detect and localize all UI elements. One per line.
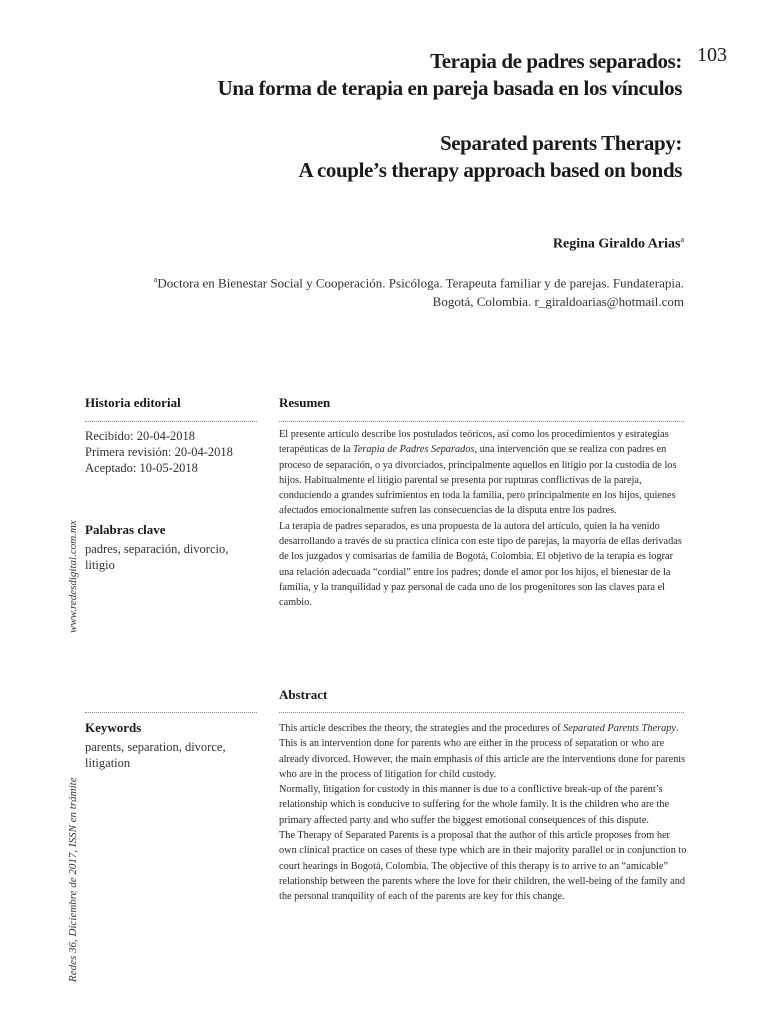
keywords-text: parents, separation, divorce, litigation xyxy=(85,740,226,770)
english-title-line-1: Separated parents Therapy: xyxy=(439,131,682,155)
keywords xyxy=(85,720,257,771)
resumen-paragraph-1: El presente artículo describe los postulados teóricos, así como los procedimientos y estrategias terapéuticas de la Terapia de Padres Separados, una intervención que se realiza con padres en proceso de separación, o ya divorciados, principalmente aquellos en litigio por la custodia de los hijos. Habitualmente el litigio parental se presenta por rupturas conflictivas de la pareja, conduciendo a grandes sufrimientos en toda la familia, pero principalmente en los hijos, quienes afectados emocionalmente sufren las consecuencias de la disputa entre los padres. xyxy=(279,429,677,517)
keywords-divider xyxy=(85,712,257,713)
affiliation-sup: a xyxy=(153,275,158,284)
historia-dates xyxy=(85,428,233,476)
resumen-heading: Resumen xyxy=(279,395,331,410)
resumen-paragraph-2: La terapia de padres separados, es una propuesta de la autora del artículo, quien la ha venido desarrollando a través de su practica clínica con este tipo de parejas, la mayoría de ellas derivadas de los juzgados y comisarias de familia de Bogotá, Colombia. El objetivo de la terapia es lograr una relación adecuada “cordial” entre los padres; donde el amor por los hijos, el bienestar de la familia, y la tranquilidad y paz personal de cada uno de los progenitores son las claves para el cambio. xyxy=(279,520,682,609)
historia-heading: Historia editorial xyxy=(85,395,181,410)
palabras-clave xyxy=(85,522,257,573)
side-citation: Redes 36, Diciembre de 2017, ISSN en trámite xyxy=(67,777,79,982)
spanish-title-line-2: Una forma de terapia en pareja basada en los vínculos xyxy=(217,76,682,100)
palabras-clave-heading: Palabras clave xyxy=(85,522,166,537)
side-url[interactable]: www.redesdigital.com.mx xyxy=(67,520,79,633)
abstract-heading: Abstract xyxy=(279,687,328,702)
abstract-divider xyxy=(279,712,684,713)
palabras-clave-text: padres, separación, divorcio, litigio xyxy=(85,542,229,572)
english-title-line-2: A couple’s therapy approach based on bonds xyxy=(298,158,682,182)
received-date: Recibido: 20-04-2018 xyxy=(85,429,196,443)
abstract-body xyxy=(279,721,688,905)
keywords-heading: Keywords xyxy=(85,720,142,735)
historia-divider xyxy=(85,421,257,422)
resumen-divider xyxy=(279,421,684,422)
page-number: 103 xyxy=(697,44,727,66)
affiliation-line-2[interactable]: Bogotá, Colombia. r_giraldoarias@hotmail.com xyxy=(432,294,684,310)
abstract-paragraph-1: This article describes the theory, the strategies and the procedures of Separated Parents Therapy. This is an intervention done for parents who are either in the process of separation or who are already divorced. However, the main emphasis of this article are the interventions done for parents who are in the process of litigation for child custody. xyxy=(279,723,686,780)
spanish-title-line-1: Terapia de padres separados: xyxy=(430,49,682,73)
author-name: Regina Giraldo Arias xyxy=(552,236,681,252)
resumen-body xyxy=(279,427,688,611)
author xyxy=(553,235,684,253)
title-block xyxy=(122,48,682,184)
revision-date: Primera revisión: 20-04-2018 xyxy=(85,445,233,459)
abstract-paragraph-2: Normally, litigation for custody in this manner is due to a conflictive break-up of the parent’s relationship which is conducive to suffering for the whole family. It is the children who are the primary affected party and who suffer the biggest emotional consequences of this dispute. xyxy=(279,784,670,826)
affiliation-line-1: Doctora en Bienestar Social y Cooperación. Psicóloga. Terapeuta familiar y de parejas. Fundaterapia. xyxy=(157,275,684,291)
affiliation xyxy=(84,270,684,311)
accepted-date: Aceptado: 10-05-2018 xyxy=(85,461,198,475)
author-sup: a xyxy=(680,235,684,244)
abstract-paragraph-3: The Therapy of Separated Parents is a proposal that the author of this article proposes from her own clinical practice on cases of these type which are in their majority parallel or in conjunction to court hearings in Bogotá, Colombia. The objective of this therapy is to arrive to an “amicable” relationship between the parents where the love for their children, the well-being of the family and the personal tranquility of each of the parents are key for this change. xyxy=(279,830,687,903)
